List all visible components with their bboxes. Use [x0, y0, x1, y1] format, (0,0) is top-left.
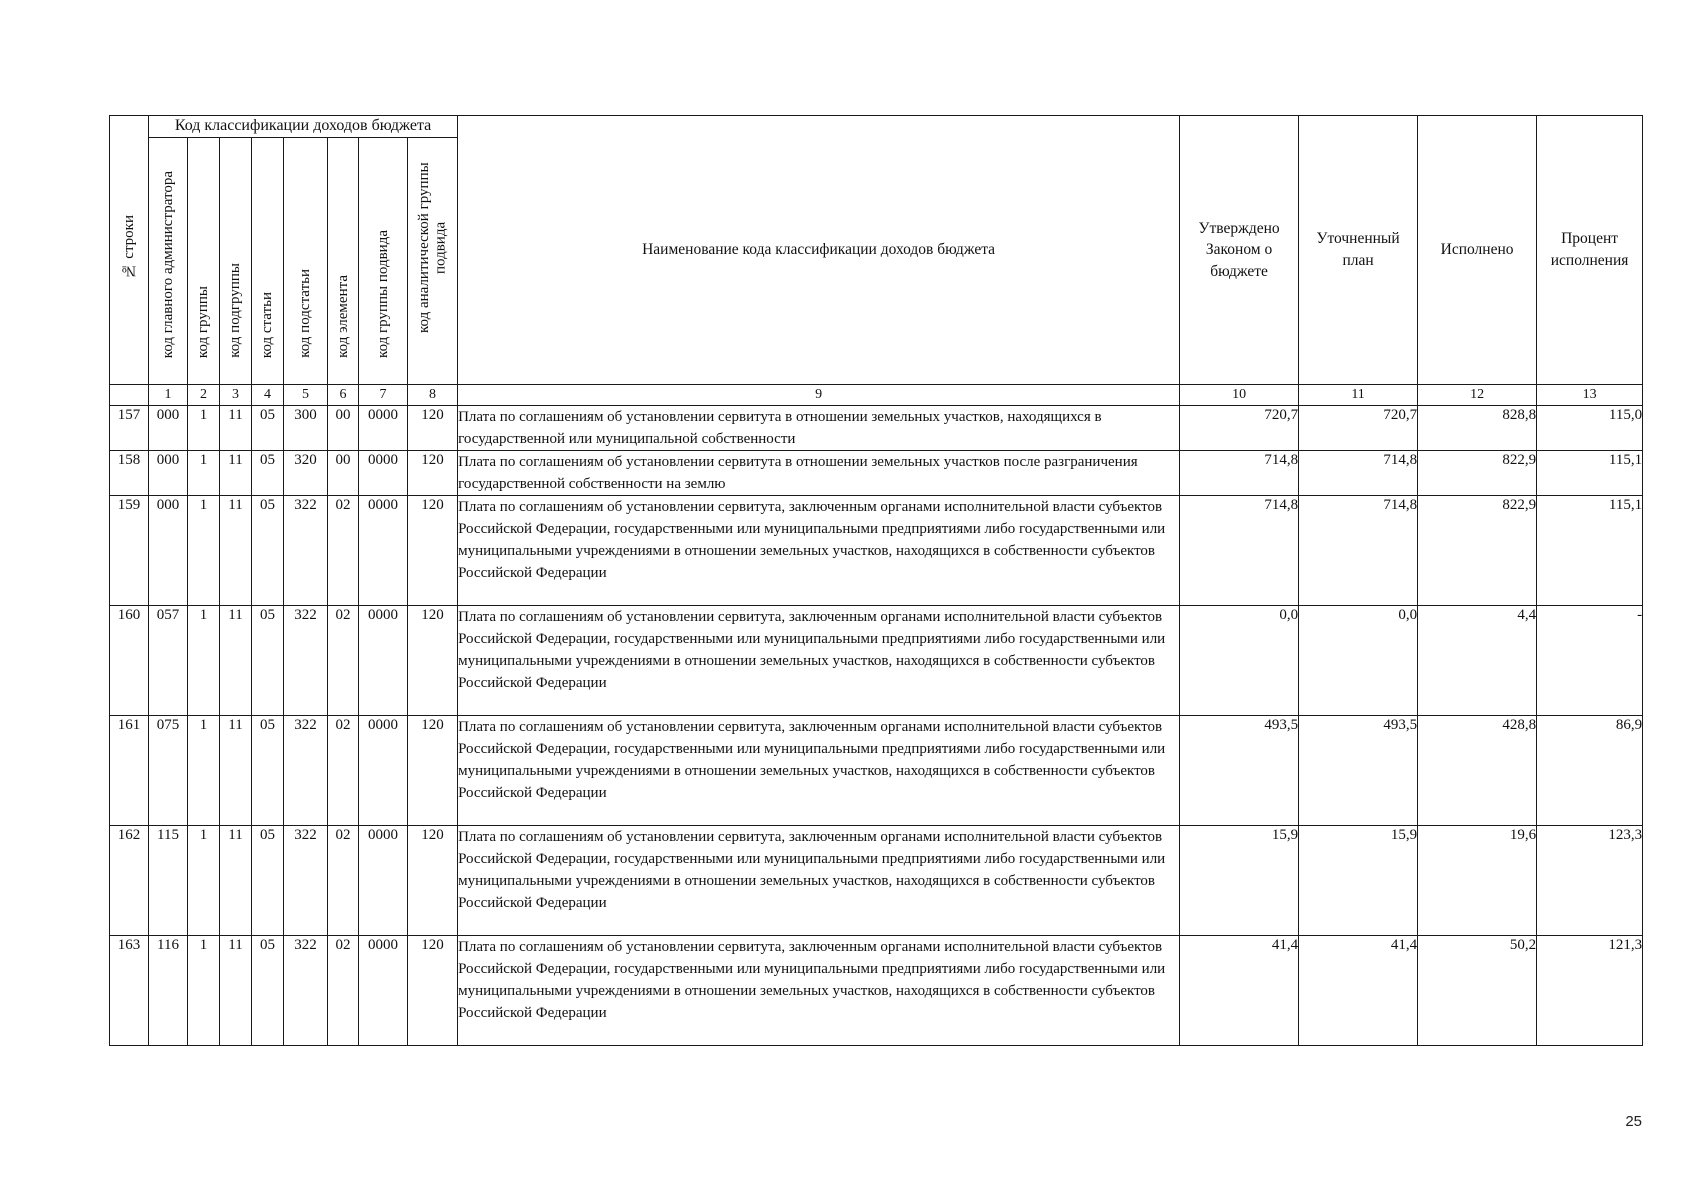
article-code-cell: 05 — [252, 936, 284, 1046]
subarticle-code-cell: 300 — [284, 406, 328, 451]
percent-value-cell: 115,1 — [1537, 496, 1643, 606]
column-number: 11 — [1299, 385, 1418, 406]
subtype-group-code-cell: 0000 — [359, 606, 408, 716]
approved-value-cell: 0,0 — [1180, 606, 1299, 716]
subgroup-code-header — [220, 137, 252, 385]
percent-column-header: Процент исполнения — [1537, 116, 1643, 385]
admin-code-header-label: код главного администратора — [159, 170, 176, 358]
approved-value-cell: 15,9 — [1180, 826, 1299, 936]
percent-value-cell: 86,9 — [1537, 716, 1643, 826]
table-row — [110, 606, 1643, 716]
group-code-cell: 1 — [188, 936, 220, 1046]
column-number: 3 — [220, 385, 252, 406]
revised-column-header: Уточненный план — [1299, 116, 1418, 385]
subarticle-code-cell: 322 — [284, 826, 328, 936]
subtype-group-code-cell: 0000 — [359, 406, 408, 451]
subgroup-code-cell: 11 — [220, 496, 252, 606]
subarticle-code-cell: 322 — [284, 936, 328, 1046]
percent-value-cell: - — [1537, 606, 1643, 716]
article-code-cell: 05 — [252, 451, 284, 496]
approved-value-cell: 41,4 — [1180, 936, 1299, 1046]
analytic-group-code-header — [408, 137, 458, 385]
article-code-header — [252, 137, 284, 385]
admin-code-header — [149, 137, 188, 385]
approved-column-header: Утверждено Законом о бюджете — [1180, 116, 1299, 385]
group-code-header — [188, 137, 220, 385]
column-number: 13 — [1537, 385, 1643, 406]
subgroup-code-cell: 11 — [220, 451, 252, 496]
revised-value-cell: 0,0 — [1299, 606, 1418, 716]
group-code-cell: 1 — [188, 716, 220, 826]
admin-code-cell: 115 — [149, 826, 188, 936]
subarticle-code-cell: 322 — [284, 716, 328, 826]
revenue-name-cell: Плата по соглашениям об установлении сервитута, заключенным органами исполнительной власти субъектов Российской Федерации, государственными или муниципальными предприятиями либо государственными или муниципальными учреждениями в отношении земельных участков, находящихся в собственности субъектов Российской Федерации — [458, 606, 1180, 716]
subarticle-code-cell: 322 — [284, 606, 328, 716]
admin-code-cell: 116 — [149, 936, 188, 1046]
subarticle-code-cell: 322 — [284, 496, 328, 606]
percent-value-cell: 115,1 — [1537, 451, 1643, 496]
subgroup-code-cell: 11 — [220, 716, 252, 826]
name-column-header: Наименование кода классификации доходов бюджета — [458, 116, 1180, 385]
column-number: 4 — [252, 385, 284, 406]
revised-value-cell: 15,9 — [1299, 826, 1418, 936]
row-number-cell: 160 — [110, 606, 149, 716]
subgroup-code-header-label: код подгруппы — [227, 263, 244, 358]
element-code-cell: 02 — [328, 716, 359, 826]
executed-value-cell: 428,8 — [1418, 716, 1537, 826]
column-number: 2 — [188, 385, 220, 406]
row-number-header-label: № строки — [120, 215, 137, 279]
subtype-group-code-cell: 0000 — [359, 451, 408, 496]
row-number-cell: 163 — [110, 936, 149, 1046]
subarticle-code-header-label: код подстатьи — [297, 269, 314, 358]
subarticle-code-cell: 320 — [284, 451, 328, 496]
row-number-header — [110, 116, 149, 385]
admin-code-cell: 000 — [149, 451, 188, 496]
group-code-cell: 1 — [188, 606, 220, 716]
row-number-cell: 159 — [110, 496, 149, 606]
page-number: 25 — [1625, 1113, 1642, 1130]
executed-value-cell: 828,8 — [1418, 406, 1537, 451]
table-row — [110, 716, 1643, 826]
revenue-name-cell: Плата по соглашениям об установлении сервитута, заключенным органами исполнительной власти субъектов Российской Федерации, государственными или муниципальными предприятиями либо государственными или муниципальными учреждениями в отношении земельных участков, находящихся в собственности субъектов Российской Федерации — [458, 826, 1180, 936]
analytic-group-code-cell: 120 — [408, 826, 458, 936]
admin-code-cell: 057 — [149, 606, 188, 716]
table-row — [110, 496, 1643, 606]
subgroup-code-cell: 11 — [220, 826, 252, 936]
article-code-cell: 05 — [252, 606, 284, 716]
revised-value-cell: 714,8 — [1299, 496, 1418, 606]
element-code-header-label: код элемента — [334, 274, 351, 358]
budget-revenue-table — [109, 115, 1643, 1046]
subtype-group-code-cell: 0000 — [359, 496, 408, 606]
percent-value-cell: 121,3 — [1537, 936, 1643, 1046]
revenue-name-cell: Плата по соглашениям об установлении сервитута в отношении земельных участков после разграничения государственной собственности на землю — [458, 451, 1180, 496]
analytic-group-code-header-label: код аналитической группы подвида — [416, 162, 449, 334]
analytic-group-code-cell: 120 — [408, 496, 458, 606]
admin-code-cell: 000 — [149, 496, 188, 606]
article-code-cell: 05 — [252, 406, 284, 451]
revised-value-cell: 720,7 — [1299, 406, 1418, 451]
executed-value-cell: 50,2 — [1418, 936, 1537, 1046]
group-code-cell: 1 — [188, 826, 220, 936]
subtype-group-code-cell: 0000 — [359, 716, 408, 826]
revenue-name-cell: Плата по соглашениям об установлении сервитута в отношении земельных участков, находящихся в государственной или муниципальной собственности — [458, 406, 1180, 451]
column-number: 1 — [149, 385, 188, 406]
column-number: 8 — [408, 385, 458, 406]
group-code-cell: 1 — [188, 406, 220, 451]
row-number-cell: 158 — [110, 451, 149, 496]
header-row-group — [110, 116, 1643, 138]
group-code-header-label: код группы — [195, 285, 212, 358]
executed-value-cell: 4,4 — [1418, 606, 1537, 716]
revenue-name-cell: Плата по соглашениям об установлении сервитута, заключенным органами исполнительной власти субъектов Российской Федерации, государственными или муниципальными предприятиями либо государственными или муниципальными учреждениями в отношении земельных участков, находящихся в собственности субъектов Российской Федерации — [458, 936, 1180, 1046]
row-number-cell: 162 — [110, 826, 149, 936]
subgroup-code-cell: 11 — [220, 606, 252, 716]
subtype-group-code-cell: 0000 — [359, 826, 408, 936]
column-number-row — [110, 385, 1643, 406]
element-code-cell: 00 — [328, 406, 359, 451]
subtype-group-code-header-label: код группы подвида — [374, 229, 391, 358]
row-number-cell: 157 — [110, 406, 149, 451]
table-row — [110, 936, 1643, 1046]
analytic-group-code-cell: 120 — [408, 406, 458, 451]
element-code-cell: 02 — [328, 826, 359, 936]
subtype-group-code-header — [359, 137, 408, 385]
article-code-cell: 05 — [252, 496, 284, 606]
approved-value-cell: 493,5 — [1180, 716, 1299, 826]
subgroup-code-cell: 11 — [220, 406, 252, 451]
element-code-cell: 02 — [328, 606, 359, 716]
analytic-group-code-cell: 120 — [408, 451, 458, 496]
element-code-cell: 02 — [328, 936, 359, 1046]
admin-code-cell: 075 — [149, 716, 188, 826]
table-row — [110, 826, 1643, 936]
classification-group-header: Код классификации доходов бюджета — [149, 116, 458, 138]
admin-code-cell: 000 — [149, 406, 188, 451]
revised-value-cell: 714,8 — [1299, 451, 1418, 496]
executed-value-cell: 19,6 — [1418, 826, 1537, 936]
table-row — [110, 451, 1643, 496]
column-number-blank — [110, 385, 149, 406]
element-code-header — [328, 137, 359, 385]
article-code-header-label: код статьи — [259, 291, 276, 358]
article-code-cell: 05 — [252, 716, 284, 826]
column-number: 7 — [359, 385, 408, 406]
revised-value-cell: 41,4 — [1299, 936, 1418, 1046]
group-code-cell: 1 — [188, 496, 220, 606]
subarticle-code-header — [284, 137, 328, 385]
analytic-group-code-cell: 120 — [408, 936, 458, 1046]
executed-value-cell: 822,9 — [1418, 451, 1537, 496]
element-code-cell: 02 — [328, 496, 359, 606]
row-number-cell: 161 — [110, 716, 149, 826]
executed-column-header: Исполнено — [1418, 116, 1537, 385]
element-code-cell: 00 — [328, 451, 359, 496]
percent-value-cell: 115,0 — [1537, 406, 1643, 451]
column-number: 10 — [1180, 385, 1299, 406]
revised-value-cell: 493,5 — [1299, 716, 1418, 826]
group-code-cell: 1 — [188, 451, 220, 496]
subtype-group-code-cell: 0000 — [359, 936, 408, 1046]
percent-value-cell: 123,3 — [1537, 826, 1643, 936]
approved-value-cell: 714,8 — [1180, 451, 1299, 496]
revenue-name-cell: Плата по соглашениям об установлении сервитута, заключенным органами исполнительной власти субъектов Российской Федерации, государственными или муниципальными предприятиями либо государственными или муниципальными учреждениями в отношении земельных участков, находящихся в собственности субъектов Российской Федерации — [458, 496, 1180, 606]
executed-value-cell: 822,9 — [1418, 496, 1537, 606]
analytic-group-code-cell: 120 — [408, 716, 458, 826]
table-row — [110, 406, 1643, 451]
column-number: 6 — [328, 385, 359, 406]
column-number: 12 — [1418, 385, 1537, 406]
article-code-cell: 05 — [252, 826, 284, 936]
subgroup-code-cell: 11 — [220, 936, 252, 1046]
approved-value-cell: 714,8 — [1180, 496, 1299, 606]
analytic-group-code-cell: 120 — [408, 606, 458, 716]
column-number: 9 — [458, 385, 1180, 406]
revenue-name-cell: Плата по соглашениям об установлении сервитута, заключенным органами исполнительной власти субъектов Российской Федерации, государственными или муниципальными предприятиями либо государственными или муниципальными учреждениями в отношении земельных участков, находящихся в собственности субъектов Российской Федерации — [458, 716, 1180, 826]
approved-value-cell: 720,7 — [1180, 406, 1299, 451]
column-number: 5 — [284, 385, 328, 406]
